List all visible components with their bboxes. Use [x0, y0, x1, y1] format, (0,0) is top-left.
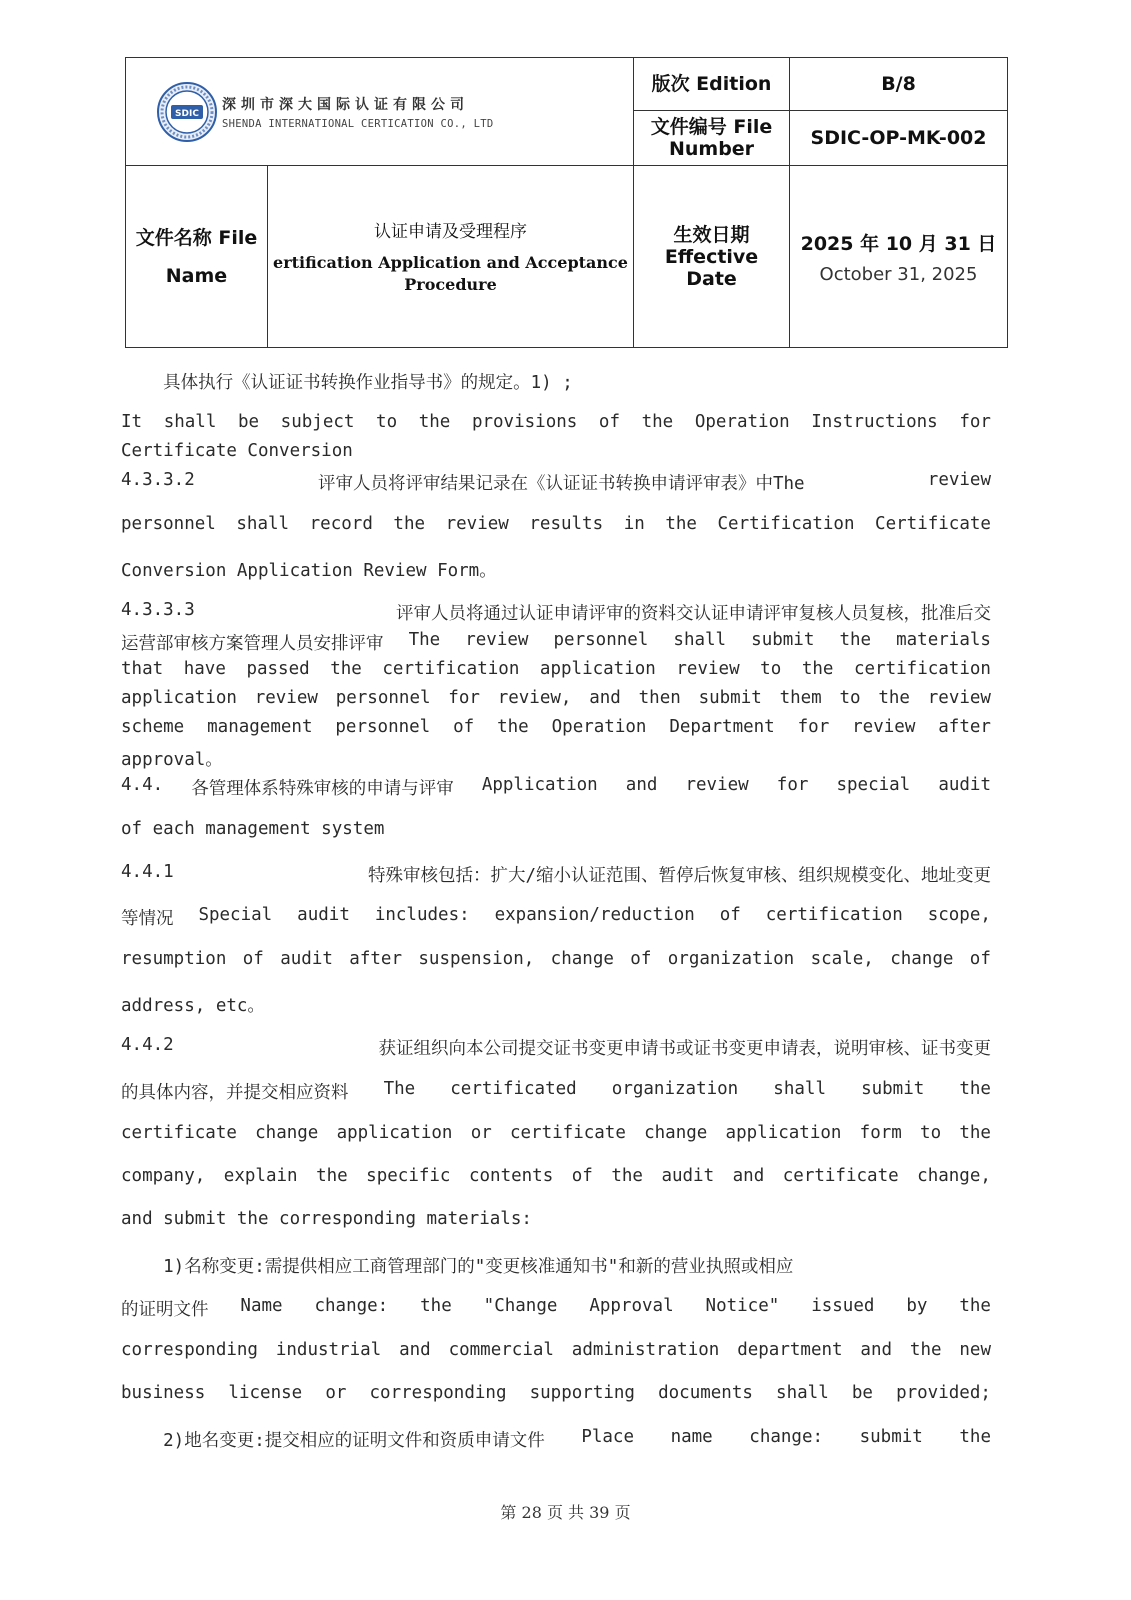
edition-value: B/8: [881, 73, 916, 95]
edition-label-cell: [634, 58, 790, 111]
effective-label-line1: 生效日期: [673, 223, 750, 246]
effective-date-en: October 31, 2025: [819, 263, 978, 285]
document-title-cell: [268, 166, 634, 348]
body-line: resumption of audit after suspension, change of organization scale, change of: [121, 949, 991, 969]
body-line: 运营部审核方案管理人员安排评审 The review personnel shall submit the materials: [121, 630, 991, 654]
body-line: 的证明文件 Name change: the "Change Approval Notice" issued by the: [121, 1296, 991, 1320]
body-line: It shall be subject to the provisions of the Operation Instructions for: [121, 412, 991, 432]
company-seal-icon: [156, 81, 218, 143]
body-line: 具体执行《认证证书转换作业指导书》的规定。1) ;: [121, 373, 573, 393]
body-line: 4.4. 各管理体系特殊审核的申请与评审 Application and review for special audit: [121, 775, 991, 799]
body-line: Certificate Conversion: [121, 441, 353, 461]
file-number-value-cell: [790, 111, 1008, 166]
body-line: of each management system: [121, 819, 385, 839]
body-line: 的具体内容，并提交相应资料 The certificated organization shall submit the: [121, 1079, 991, 1103]
logo-text: SDIC: [175, 108, 199, 119]
body-line: corresponding industrial and commercial administration department and the new: [121, 1340, 991, 1360]
effective-date-value-cell: [790, 166, 1008, 348]
body-line: company, explain the specific contents of the audit and certificate change,: [121, 1166, 991, 1186]
effective-date-cn: 2025 年 10 月 31 日: [800, 232, 997, 255]
body-line: 等情况 Special audit includes: expansion/reduction of certification scope,: [121, 905, 991, 929]
file-number-value: SDIC-OP-MK-002: [810, 127, 987, 149]
body-line: certificate change application or certificate change application form to the: [121, 1123, 991, 1143]
body-line: 1)名称变更:需提供相应工商管理部门的"变更核准通知书"和新的营业执照或相应: [121, 1257, 794, 1277]
file-number-label-line2: Number: [668, 138, 755, 160]
body-line: 4.3.3.2 评审人员将评审结果记录在《认证证书转换申请评审表》中The review: [121, 470, 991, 494]
body-line: 2)地名变更:提交相应的证明文件和资质申请文件 Place name change: submit the: [121, 1427, 991, 1451]
effective-label-line3: Date: [686, 267, 737, 290]
body-line: application review personnel for review, and then submit them to the review: [121, 688, 991, 708]
company-name-cn: 深圳市深大国际认证有限公司: [222, 96, 469, 113]
page-number-footer: 第 28 页 共 39 页: [500, 1503, 631, 1522]
file-name-label-cell: [126, 166, 268, 348]
edition-value-cell: [790, 58, 1008, 111]
body-line: personnel shall record the review results in the Certification Certificate: [121, 514, 991, 534]
body-line: approval。: [121, 750, 223, 770]
body-line: address, etc。: [121, 996, 265, 1016]
body-line: 4.4.1 特殊审核包括：扩大/缩小认证范围、暂停后恢复审核、组织规模变化、地址变更: [121, 862, 991, 886]
effective-label-line2: Effective: [664, 245, 759, 268]
document-title-en-line1: ertification Application and Acceptance: [273, 253, 628, 272]
body-line: 4.4.2 获证组织向本公司提交证书变更申请书或证书变更申请表，说明审核、证书变更: [121, 1035, 991, 1059]
document-title-en-line2: Procedure: [404, 275, 497, 294]
body-line: Conversion Application Review Form。: [121, 561, 497, 581]
effective-date-label-cell: [634, 166, 790, 348]
body-line: business license or corresponding supporting documents shall be provided;: [121, 1383, 991, 1403]
body-line: that have passed the certification application review to the certification: [121, 659, 991, 679]
file-number-label-cell: [634, 111, 790, 166]
document-title-cn: 认证申请及受理程序: [374, 222, 527, 242]
file-number-label-line1: 文件编号 File: [650, 116, 773, 138]
body-line: scheme management personnel of the Operation Department for review after: [121, 717, 991, 737]
file-name-label-line1: 文件名称 File: [135, 226, 258, 249]
file-name-label-line2: Name: [165, 264, 228, 287]
company-logo-cell: [126, 58, 634, 166]
body-line: 4.3.3.3 评审人员将通过认证申请评审的资料交认证申请评审复核人员复核，批准后交: [121, 600, 991, 624]
edition-label: 版次 Edition: [651, 73, 772, 95]
document-header-table: [125, 57, 1008, 348]
body-line: and submit the corresponding materials:: [121, 1209, 532, 1229]
company-name-en: SHENDA INTERNATIONAL CERTICATION CO., LTD: [222, 117, 494, 130]
